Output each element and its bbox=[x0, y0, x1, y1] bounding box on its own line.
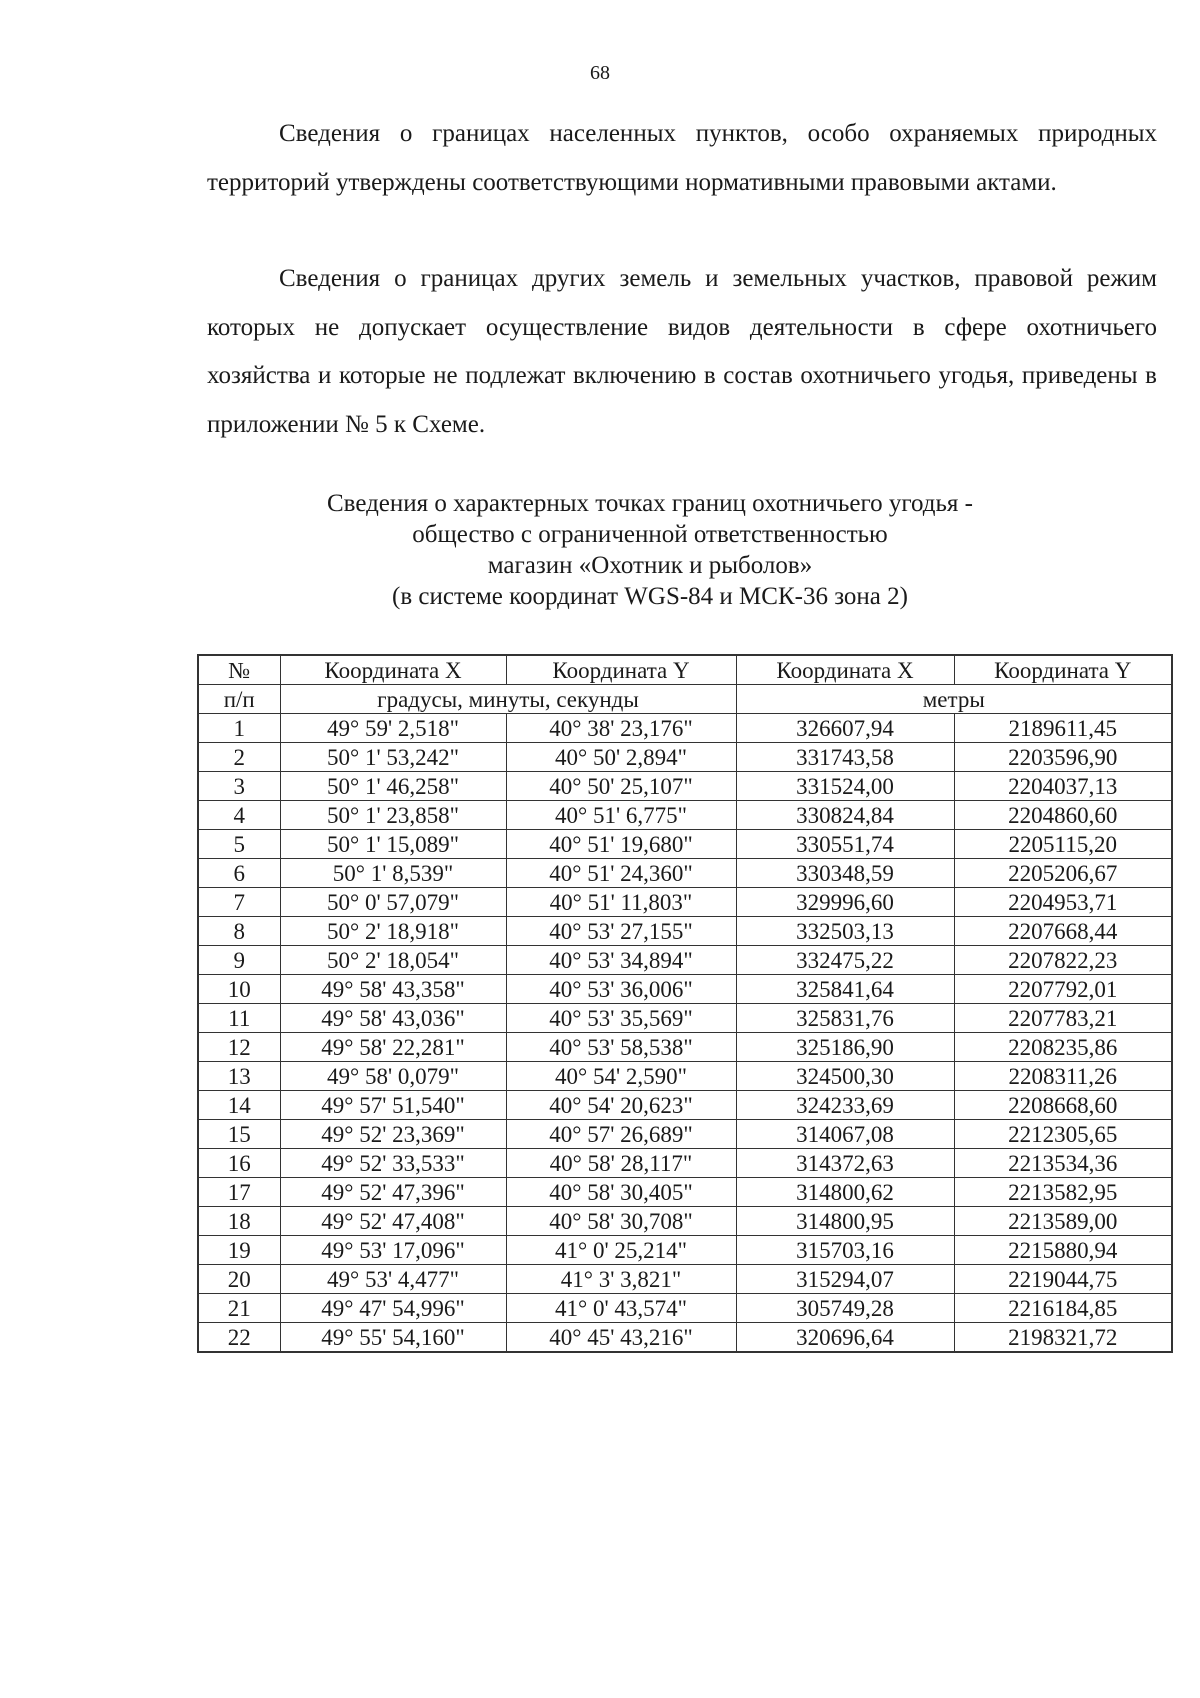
cell-x-degrees: 50° 1' 23,858" bbox=[280, 801, 506, 830]
cell-x-degrees: 49° 52' 47,408" bbox=[280, 1207, 506, 1236]
table-row bbox=[198, 772, 1172, 801]
table-row bbox=[198, 801, 1172, 830]
paragraph-settlement-boundaries bbox=[207, 110, 1157, 207]
cell-y-degrees: 40° 38' 23,176" bbox=[506, 714, 736, 743]
table-row bbox=[198, 1149, 1172, 1178]
cell-x-meters: 332503,13 bbox=[736, 917, 954, 946]
cell-x-degrees: 50° 2' 18,918" bbox=[280, 917, 506, 946]
cell-x-meters: 314067,08 bbox=[736, 1120, 954, 1149]
table-row bbox=[198, 1323, 1172, 1353]
cell-x-meters: 320696,64 bbox=[736, 1323, 954, 1353]
cell-y-meters: 2203596,90 bbox=[954, 743, 1172, 772]
cell-x-degrees: 49° 59' 2,518" bbox=[280, 714, 506, 743]
cell-y-meters: 2207668,44 bbox=[954, 917, 1172, 946]
cell-y-meters: 2216184,85 bbox=[954, 1294, 1172, 1323]
cell-y-meters: 2207783,21 bbox=[954, 1004, 1172, 1033]
cell-y-degrees: 41° 3' 3,821" bbox=[506, 1265, 736, 1294]
table-row bbox=[198, 830, 1172, 859]
cell-x-meters: 329996,60 bbox=[736, 888, 954, 917]
table-row bbox=[198, 1294, 1172, 1323]
cell-x-degrees: 50° 1' 53,242" bbox=[280, 743, 506, 772]
cell-x-degrees: 49° 55' 54,160" bbox=[280, 1323, 506, 1353]
cell-x-meters: 331743,58 bbox=[736, 743, 954, 772]
cell-number: 5 bbox=[198, 830, 280, 859]
table-row bbox=[198, 1091, 1172, 1120]
cell-x-meters: 324233,69 bbox=[736, 1091, 954, 1120]
cell-y-degrees: 40° 58' 28,117" bbox=[506, 1149, 736, 1178]
cell-x-meters: 324500,30 bbox=[736, 1062, 954, 1091]
table-row bbox=[198, 743, 1172, 772]
cell-y-meters: 2219044,75 bbox=[954, 1265, 1172, 1294]
cell-y-meters: 2208235,86 bbox=[954, 1033, 1172, 1062]
cell-y-degrees: 40° 50' 2,894" bbox=[506, 743, 736, 772]
table-title-line: общество с ограниченной ответственностью bbox=[412, 521, 888, 548]
cell-x-meters: 325841,64 bbox=[736, 975, 954, 1004]
header-number: № bbox=[198, 655, 280, 685]
header-x-meters: Координата X bbox=[736, 655, 954, 685]
cell-x-meters: 314372,63 bbox=[736, 1149, 954, 1178]
cell-x-degrees: 49° 58' 43,036" bbox=[280, 1004, 506, 1033]
cell-number: 18 bbox=[198, 1207, 280, 1236]
table-title-line: магазин «Охотник и рыболов» bbox=[487, 552, 813, 579]
cell-x-degrees: 49° 52' 23,369" bbox=[280, 1120, 506, 1149]
cell-x-meters: 325186,90 bbox=[736, 1033, 954, 1062]
cell-y-degrees: 40° 53' 27,155" bbox=[506, 917, 736, 946]
cell-y-meters: 2208311,26 bbox=[954, 1062, 1172, 1091]
cell-y-degrees: 40° 51' 11,803" bbox=[506, 888, 736, 917]
cell-y-degrees: 40° 58' 30,405" bbox=[506, 1178, 736, 1207]
cell-y-meters: 2204860,60 bbox=[954, 801, 1172, 830]
cell-x-meters: 330348,59 bbox=[736, 859, 954, 888]
cell-x-degrees: 50° 2' 18,054" bbox=[280, 946, 506, 975]
cell-y-meters: 2189611,45 bbox=[954, 714, 1172, 743]
table-row bbox=[198, 975, 1172, 1004]
cell-y-meters: 2213589,00 bbox=[954, 1207, 1172, 1236]
cell-y-degrees: 40° 54' 2,590" bbox=[506, 1062, 736, 1091]
table-row bbox=[198, 888, 1172, 917]
cell-y-degrees: 40° 51' 24,360" bbox=[506, 859, 736, 888]
cell-x-degrees: 50° 1' 46,258" bbox=[280, 772, 506, 801]
cell-x-degrees: 50° 0' 57,079" bbox=[280, 888, 506, 917]
table-title-line: Сведения о характерных точках границ охотничьего угодья - bbox=[326, 490, 973, 517]
cell-x-degrees: 49° 58' 0,079" bbox=[280, 1062, 506, 1091]
paragraph-text: Сведения о границах других земель и земельных участков, правовой режим которых не допускает осуществление видов деятельности в сфере охотничьего хозяйства и которые не подлежат включению в состав охотничьего угодья, приведены в приложении № 5 к Схеме. bbox=[207, 265, 1157, 438]
cell-y-degrees: 40° 53' 34,894" bbox=[506, 946, 736, 975]
cell-x-meters: 305749,28 bbox=[736, 1294, 954, 1323]
cell-x-meters: 314800,62 bbox=[736, 1178, 954, 1207]
cell-number: 11 bbox=[198, 1004, 280, 1033]
cell-number: 19 bbox=[198, 1236, 280, 1265]
cell-number: 17 bbox=[198, 1178, 280, 1207]
cell-number: 6 bbox=[198, 859, 280, 888]
cell-x-degrees: 50° 1' 8,539" bbox=[280, 859, 506, 888]
header-y-meters: Координата Y bbox=[954, 655, 1172, 685]
cell-x-meters: 332475,22 bbox=[736, 946, 954, 975]
cell-y-degrees: 40° 53' 58,538" bbox=[506, 1033, 736, 1062]
cell-x-degrees: 49° 52' 33,533" bbox=[280, 1149, 506, 1178]
cell-x-meters: 331524,00 bbox=[736, 772, 954, 801]
cell-number: 14 bbox=[198, 1091, 280, 1120]
cell-y-degrees: 40° 53' 35,569" bbox=[506, 1004, 736, 1033]
cell-y-meters: 2204037,13 bbox=[954, 772, 1172, 801]
cell-y-degrees: 40° 51' 6,775" bbox=[506, 801, 736, 830]
paragraph-other-lands bbox=[207, 255, 1157, 449]
cell-x-meters: 315703,16 bbox=[736, 1236, 954, 1265]
cell-number: 7 bbox=[198, 888, 280, 917]
cell-x-meters: 330824,84 bbox=[736, 801, 954, 830]
paragraph-text: Сведения о границах населенных пунктов, особо охраняемых природных территорий утверждены соответствующими нормативными правовыми актами. bbox=[207, 120, 1157, 196]
coordinates-table bbox=[197, 654, 1173, 1353]
cell-number: 21 bbox=[198, 1294, 280, 1323]
table-row bbox=[198, 1236, 1172, 1265]
table-row bbox=[198, 1178, 1172, 1207]
cell-number: 2 bbox=[198, 743, 280, 772]
cell-number: 20 bbox=[198, 1265, 280, 1294]
header-number-sub: п/п bbox=[198, 685, 280, 714]
cell-x-meters: 326607,94 bbox=[736, 714, 954, 743]
cell-y-meters: 2212305,65 bbox=[954, 1120, 1172, 1149]
table-row bbox=[198, 714, 1172, 743]
cell-x-meters: 314800,95 bbox=[736, 1207, 954, 1236]
cell-y-degrees: 40° 53' 36,006" bbox=[506, 975, 736, 1004]
cell-number: 9 bbox=[198, 946, 280, 975]
cell-y-degrees: 40° 45' 43,216" bbox=[506, 1323, 736, 1353]
table-title-line: (в системе координат WGS-84 и МСК-36 зона 2) bbox=[392, 583, 908, 610]
cell-y-degrees: 40° 54' 20,623" bbox=[506, 1091, 736, 1120]
table-row bbox=[198, 1207, 1172, 1236]
cell-number: 13 bbox=[198, 1062, 280, 1091]
cell-y-meters: 2205206,67 bbox=[954, 859, 1172, 888]
cell-number: 3 bbox=[198, 772, 280, 801]
header-x-degrees: Координата X bbox=[280, 655, 506, 685]
cell-y-meters: 2208668,60 bbox=[954, 1091, 1172, 1120]
table-row bbox=[198, 946, 1172, 975]
table-header-row bbox=[198, 655, 1172, 685]
cell-x-meters: 325831,76 bbox=[736, 1004, 954, 1033]
cell-y-meters: 2198321,72 bbox=[954, 1323, 1172, 1353]
cell-number: 15 bbox=[198, 1120, 280, 1149]
cell-y-degrees: 40° 58' 30,708" bbox=[506, 1207, 736, 1236]
units-degrees: градусы, минуты, секунды bbox=[280, 685, 736, 714]
cell-y-meters: 2204953,71 bbox=[954, 888, 1172, 917]
cell-x-degrees: 49° 47' 54,996" bbox=[280, 1294, 506, 1323]
cell-x-meters: 315294,07 bbox=[736, 1265, 954, 1294]
cell-number: 1 bbox=[198, 714, 280, 743]
cell-x-degrees: 49° 57' 51,540" bbox=[280, 1091, 506, 1120]
cell-y-meters: 2213534,36 bbox=[954, 1149, 1172, 1178]
table-units-row bbox=[198, 685, 1172, 714]
cell-y-meters: 2205115,20 bbox=[954, 830, 1172, 859]
page-number: 68 bbox=[590, 62, 610, 84]
table-row bbox=[198, 917, 1172, 946]
cell-x-degrees: 49° 53' 4,477" bbox=[280, 1265, 506, 1294]
table-row bbox=[198, 1120, 1172, 1149]
cell-number: 8 bbox=[198, 917, 280, 946]
cell-number: 10 bbox=[198, 975, 280, 1004]
table-row bbox=[198, 1062, 1172, 1091]
cell-y-meters: 2207822,23 bbox=[954, 946, 1172, 975]
cell-y-degrees: 40° 57' 26,689" bbox=[506, 1120, 736, 1149]
table-body bbox=[198, 714, 1172, 1353]
cell-y-meters: 2215880,94 bbox=[954, 1236, 1172, 1265]
cell-x-degrees: 49° 58' 43,358" bbox=[280, 975, 506, 1004]
cell-x-degrees: 50° 1' 15,089" bbox=[280, 830, 506, 859]
table-row bbox=[198, 859, 1172, 888]
cell-x-degrees: 49° 58' 22,281" bbox=[280, 1033, 506, 1062]
cell-y-degrees: 40° 51' 19,680" bbox=[506, 830, 736, 859]
cell-number: 12 bbox=[198, 1033, 280, 1062]
cell-y-degrees: 40° 50' 25,107" bbox=[506, 772, 736, 801]
cell-y-meters: 2213582,95 bbox=[954, 1178, 1172, 1207]
cell-number: 22 bbox=[198, 1323, 280, 1353]
cell-x-meters: 330551,74 bbox=[736, 830, 954, 859]
cell-number: 4 bbox=[198, 801, 280, 830]
cell-y-meters: 2207792,01 bbox=[954, 975, 1172, 1004]
cell-x-degrees: 49° 53' 17,096" bbox=[280, 1236, 506, 1265]
cell-x-degrees: 49° 52' 47,396" bbox=[280, 1178, 506, 1207]
header-y-degrees: Координата Y bbox=[506, 655, 736, 685]
table-title bbox=[150, 488, 1150, 612]
table-row bbox=[198, 1265, 1172, 1294]
cell-y-degrees: 41° 0' 43,574" bbox=[506, 1294, 736, 1323]
table-row bbox=[198, 1004, 1172, 1033]
units-meters: метры bbox=[736, 685, 1172, 714]
cell-y-degrees: 41° 0' 25,214" bbox=[506, 1236, 736, 1265]
cell-number: 16 bbox=[198, 1149, 280, 1178]
table-row bbox=[198, 1033, 1172, 1062]
